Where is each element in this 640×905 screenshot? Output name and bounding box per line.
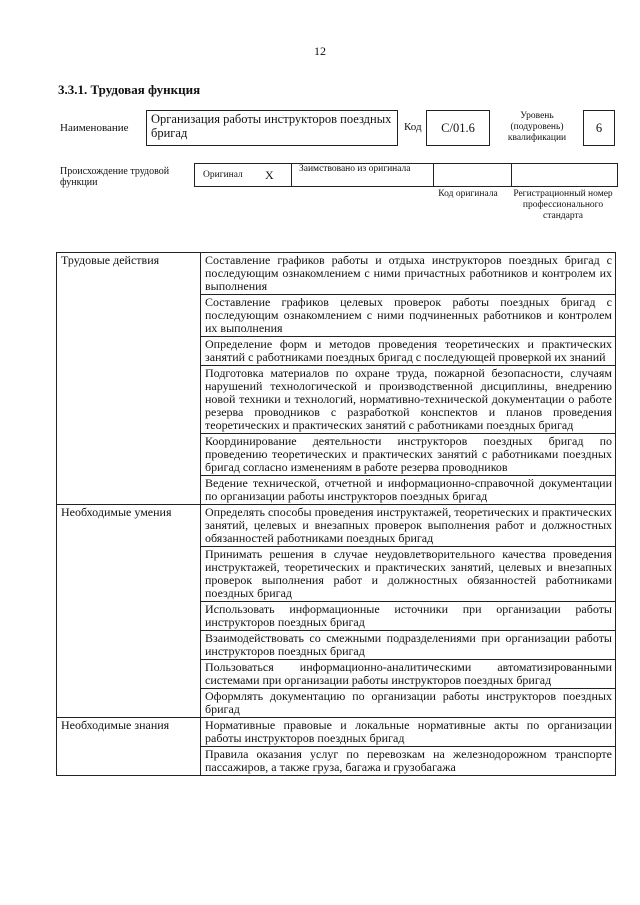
code-original-caption: Код оригинала xyxy=(438,189,498,199)
level-label: Уровень (подуровень) квалификации xyxy=(507,111,567,143)
item-cell: Взаимодействовать со смежными подразделениями при организации работы инструкторов поездных бригад xyxy=(201,631,616,660)
function-table xyxy=(56,252,616,776)
item-cell: Ведение технической, отчетной и информационно-справочной документации по организации работы инструкторов поездных бригад xyxy=(201,476,616,505)
item-cell: Правила оказания услуг по перевозкам на железнодорожном транспорте пассажиров, а также груза, багажа и грузобагажа xyxy=(201,747,616,776)
item-cell: Принимать решения в случае неудовлетворительного качества проведения инструктажей, теоретических и практических занятий, целевых и внезапных проверок выполнения работ и должностных обязанностей работниками поездных бригад xyxy=(201,547,616,602)
code-value: C/01.6 xyxy=(441,121,475,135)
original-label: Оригинал xyxy=(203,170,243,180)
table-row xyxy=(57,718,616,747)
origin-label: Происхождение трудовой функции xyxy=(60,166,170,188)
section-title: 3.3.1. Трудовая функция xyxy=(58,82,201,97)
code-value-box xyxy=(426,110,490,146)
item-cell: Оформлять документацию по организации работы инструкторов поездных бригад xyxy=(201,689,616,718)
item-cell: Определять способы проведения инструктажей, теоретических и практических занятий, целевых и внезапных проверок выполнения работ и должностных обязанностей работниками поездных бригад xyxy=(201,505,616,547)
item-cell: Составление графиков целевых проверок работы поездных бригад с последующим ознакомлением с ними подчиненных работников и контролем их выполнения xyxy=(201,295,616,337)
item-cell: Составление графиков работы и отдыха инструкторов поездных бригад с последующим ознакомлением с ними причастных работников и контролем их выполнения xyxy=(201,253,616,295)
section-title-cell: Необходимые умения xyxy=(57,505,201,718)
table-row xyxy=(57,253,616,295)
item-cell: Определение форм и методов проведения теоретических и практических занятий с работниками поездных бригад с последующей проверкой их знаний xyxy=(201,337,616,366)
section-title-cell: Необходимые знания xyxy=(57,718,201,776)
reg-number-caption: Регистрационный номер профессионального стандарта xyxy=(513,189,613,221)
name-label: Наименование xyxy=(60,122,129,134)
item-cell: Подготовка материалов по охране труда, пожарной безопасности, случаям нарушений технологической и производственной дисциплины, внедрению новой техники и технологий, нормативно-технической документации о работе резерва проводников с разработкой конспектов и планов проведения теоретических и практических занятий с работниками поездных бригад xyxy=(201,366,616,434)
code-label: Код xyxy=(404,121,422,133)
borrowed-label: Заимствовано из оригинала xyxy=(299,164,411,174)
item-cell: Нормативные правовые и локальные нормативные акты по организации работы инструкторов поездных бригад xyxy=(201,718,616,747)
level-value: 6 xyxy=(595,121,603,135)
table-row xyxy=(57,505,616,547)
item-cell: Использовать информационные источники при организации работы инструкторов поездных бригад xyxy=(201,602,616,631)
original-mark: X xyxy=(265,168,274,182)
item-cell: Пользоваться информационно-аналитическими автоматизированными системами при организации работы инструкторов поездных бригад xyxy=(201,660,616,689)
origin-table xyxy=(194,163,618,187)
level-value-box xyxy=(583,110,615,146)
name-value-box xyxy=(146,110,398,146)
name-value: Организация работы инструкторов поездных бригад xyxy=(151,112,392,140)
item-cell: Координирование деятельности инструкторов поездных бригад по проведению теоретических и практических занятий с работниками поездных бригад согласно изменениям в работе резерва проводников xyxy=(201,434,616,476)
page-number: 12 xyxy=(314,44,326,58)
section-title-cell: Трудовые действия xyxy=(57,253,201,505)
